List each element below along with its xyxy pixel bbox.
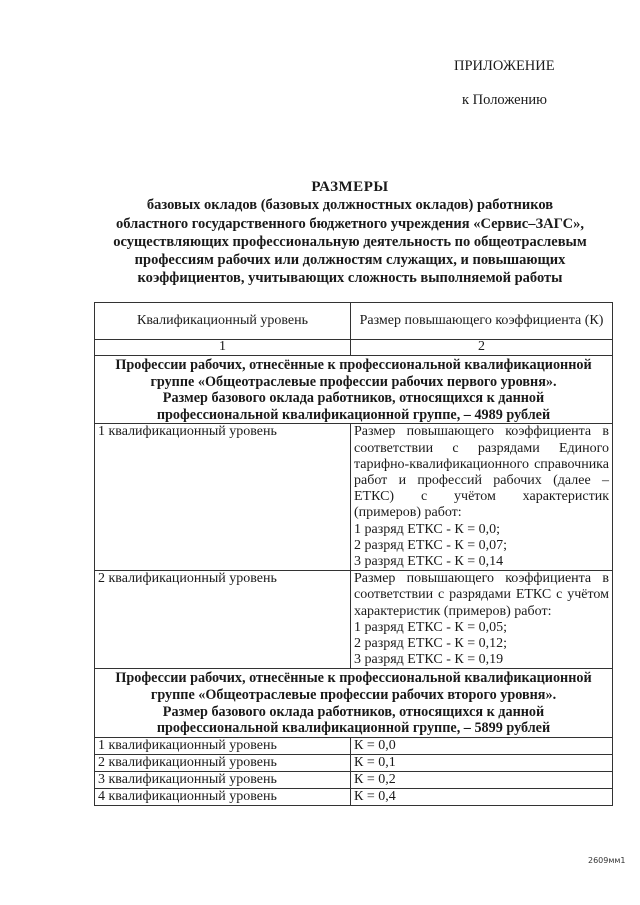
coefficient-item: 3 разряд ЕТКС - К = 0,14 (354, 554, 504, 569)
column-number-row (95, 340, 613, 356)
group-line: Профессии рабочих, отнесённые к профессиональной квалификационной (115, 357, 592, 373)
col-header-coefficient: Размер повышающего коэффициента (К) (351, 303, 613, 340)
level-cell: 1 квалификационный уровень (95, 424, 351, 571)
col-header-level: Квалификационный уровень (95, 303, 351, 340)
coefficient-item: 1 разряд ЕТКС - К = 0,0; (354, 521, 501, 537)
group-line: профессиональной квалификационной группе, – 4989 рублей (156, 406, 551, 423)
col-number-2: 2 (351, 340, 613, 356)
coefficient-item: 1 разряд ЕТКС - К = 0,05; (354, 619, 508, 635)
level-cell: 2 квалификационный уровень (95, 754, 351, 771)
coefficient-cell (351, 424, 613, 571)
table-row (95, 754, 613, 771)
coefficient-item: 2 разряд ЕТКС - К = 0,12; (354, 636, 508, 652)
group-header-row (95, 669, 613, 737)
group-line: профессиональной квалификационной группе, – 5899 рублей (156, 720, 551, 737)
heading-line: профессиям рабочих или должностям служащих, и повышающих (134, 252, 566, 269)
table-row (95, 424, 613, 571)
document-heading (90, 178, 610, 288)
col-number-1: 1 (95, 340, 351, 356)
coefficient-cell: К = 0,0 (351, 737, 613, 754)
table-row (95, 771, 613, 788)
group-2-header (95, 669, 613, 737)
salary-table (94, 302, 613, 806)
level-cell: 3 квалификационный уровень (95, 771, 351, 788)
group-1-header (95, 356, 613, 424)
coefficient-description: Размер повышающего коэффициента в соответствии с разрядами Единого тарифно-квалификационного справочника работ и профессий рабочих (далее – ЕТКС) с учётом характеристик (примеров) работ: (354, 424, 609, 521)
group-line: группе «Общеотраслевые профессии рабочих второго уровня». (150, 687, 557, 704)
coefficient-cell: К = 0,1 (351, 754, 613, 771)
coefficient-item: 2 разряд ЕТКС - К = 0,07; (354, 537, 508, 553)
coefficient-cell (351, 571, 613, 669)
group-line: Размер базового оклада работников, относящихся к данной (162, 390, 545, 407)
coefficient-cell: К = 0,2 (351, 771, 613, 788)
level-cell: 4 квалификационный уровень (95, 788, 351, 805)
heading-line: коэффициентов, учитывающих сложность выполняемой работы (137, 270, 563, 287)
group-line: группе «Общеотраслевые профессии рабочих первого уровня». (150, 373, 557, 390)
annex-title: ПРИЛОЖЕНИЕ (454, 58, 555, 74)
table-row (95, 788, 613, 805)
level-cell: 1 квалификационный уровень (95, 737, 351, 754)
table-header-row (95, 303, 613, 340)
group-line: Профессии рабочих, отнесённые к профессиональной квалификационной (115, 670, 592, 687)
heading-line: областного государственного бюджетного учреждения «Сервис–ЗАГС», (116, 215, 584, 232)
heading-line: осуществляющих профессиональную деятельность по общеотраслевым (113, 233, 587, 250)
level-cell: 2 квалификационный уровень (95, 571, 351, 669)
group-line: Размер базового оклада работников, относящихся к данной (162, 703, 545, 720)
table-row (95, 737, 613, 754)
coefficient-cell: К = 0,4 (351, 788, 613, 805)
annex-reference: к Положению (462, 92, 547, 108)
heading-title: РАЗМЕРЫ (311, 179, 389, 195)
coefficient-description: Размер повышающего коэффициента в соответствии с разрядами ЕТКС с учётом характеристик (примеров) работ: (354, 571, 609, 619)
heading-line: базовых окладов (базовых должностных окладов) работников (146, 197, 554, 214)
table-row (95, 571, 613, 669)
coefficient-item: 3 разряд ЕТКС - К = 0,19 (354, 652, 504, 668)
group-header-row (95, 356, 613, 424)
footer-code: 2609мм1 (588, 856, 626, 865)
